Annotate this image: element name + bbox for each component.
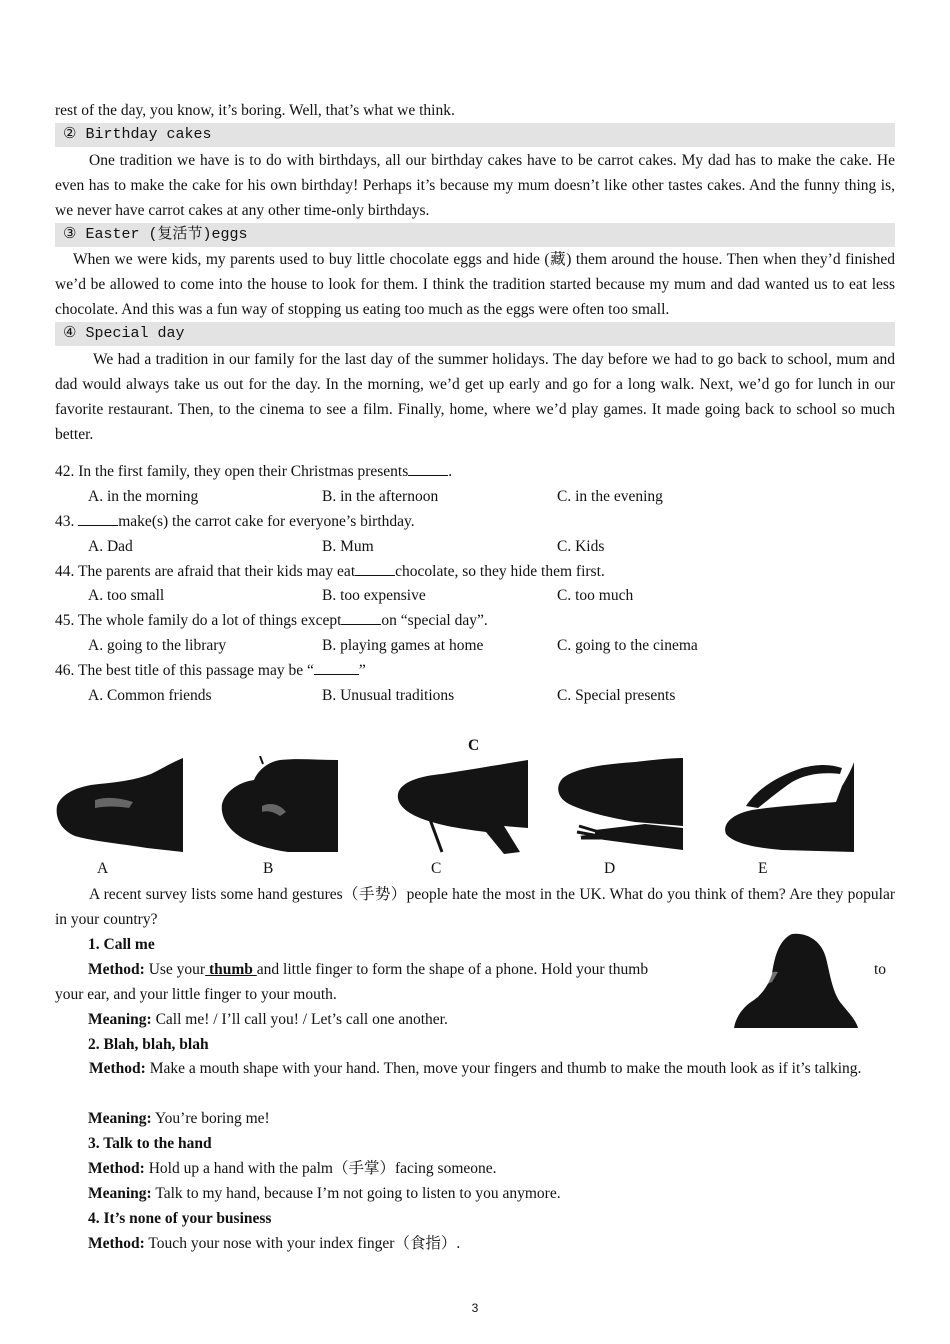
option-46-a: A. Common friends xyxy=(88,687,212,704)
meaning-label: Meaning: xyxy=(88,1011,152,1028)
passage-c-intro: A recent survey lists some hand gestures（手势）people hate the most in the UK. What do you think of them? Are they popular in your country? xyxy=(55,886,895,928)
gesture-2-method xyxy=(55,1056,895,1081)
meaning-text: Talk to my hand, because I’m not going to listen to you anymore. xyxy=(151,1185,561,1202)
question-43-end: make(s) the carrot cake for everyone’s birthday. xyxy=(118,513,415,530)
image-label-d: D xyxy=(604,860,616,877)
gesture-image-a xyxy=(55,756,185,854)
method-label: Method: xyxy=(89,1060,146,1077)
answer-blank[interactable] xyxy=(78,510,118,526)
gesture-4-title: 4. It’s none of your business xyxy=(88,1210,272,1227)
section-text-birthday-cakes: One tradition we have is to do with birthdays, all our birthday cakes have to be carrot cakes. My dad has to make the cake. He even has to make the cake for his own birthday! Perhaps it’s because my mum doesn’t like other tastes cakes. And the funny thing is, we never have carrot cakes at any other time-only birthdays. xyxy=(55,152,895,219)
question-44-end: chocolate, so they hide them first. xyxy=(395,563,605,580)
question-42-end: . xyxy=(448,463,453,480)
method-text: Touch your nose with your index finger（食指）. xyxy=(144,1235,461,1252)
method-label: Method: xyxy=(88,1235,145,1252)
option-44-c: C. too much xyxy=(557,587,634,604)
gesture-image-b xyxy=(218,756,340,854)
question-44 xyxy=(55,559,895,584)
image-label-e: E xyxy=(758,860,768,877)
section-heading-special-day: ④ Special day xyxy=(55,322,895,346)
option-45-c: C. going to the cinema xyxy=(557,637,698,654)
intro-line: rest of the day, you know, it’s boring. Well, that’s what we think. xyxy=(55,102,455,119)
question-44-stem: 44. The parents are afraid that their kids may eat xyxy=(55,563,356,580)
call-me-gesture-image xyxy=(732,930,860,1030)
underlined-word: thumb xyxy=(205,961,257,978)
gesture-2-meaning xyxy=(88,1106,928,1131)
gesture-1-method-continued: your ear, and your little finger to your mouth. xyxy=(55,986,337,1003)
question-42 xyxy=(55,459,895,484)
gesture-3-method xyxy=(88,1156,928,1181)
meaning-label: Meaning: xyxy=(88,1185,152,1202)
method-text-end: and little finger to form the shape of a phone. Hold your thumb xyxy=(256,961,649,978)
option-42-b: B. in the afternoon xyxy=(322,488,439,505)
gesture-image-e xyxy=(722,756,857,854)
image-label-c: C xyxy=(431,860,442,877)
section-letter: C xyxy=(468,737,480,754)
question-46-end: ” xyxy=(358,662,366,679)
method-text: Hold up a hand with the palm（手掌）facing someone. xyxy=(144,1160,497,1177)
section-text-easter-eggs: When we were kids, my parents used to buy little chocolate eggs and hide (藏) them around the house. Then when they’d finished we’d be allowed to come into the house to look for them. I think the tradition started because my mum and dad wanted us to eat less chocolate. And this was a fun way of stopping us eating too much as the eggs were often too small. xyxy=(55,251,895,318)
method-text: Make a mouth shape with your hand. Then, move your fingers and thumb to make the mouth look as if it’s talking. xyxy=(145,1060,862,1077)
gesture-1-title: 1. Call me xyxy=(88,936,155,953)
image-label-b: B xyxy=(263,860,274,877)
option-45-a: A. going to the library xyxy=(88,637,227,654)
question-42-stem: 42. In the first family, they open their Christmas presents xyxy=(55,463,409,480)
meaning-text: Call me! / I’ll call you! / Let’s call one another. xyxy=(151,1011,448,1028)
method-label: Method: xyxy=(88,1160,145,1177)
option-42-a: A. in the morning xyxy=(88,488,199,505)
gesture-4-method xyxy=(88,1231,928,1256)
gesture-1-method xyxy=(88,957,728,982)
option-46-b: B. Unusual traditions xyxy=(322,687,455,704)
page-number: 3 xyxy=(471,1301,479,1315)
section-heading-easter-eggs: ③ Easter (复活节)eggs xyxy=(55,223,895,247)
section-heading-birthday-cakes: ② Birthday cakes xyxy=(55,123,895,147)
question-43-number: 43. xyxy=(55,513,79,530)
gesture-image-d xyxy=(555,756,685,854)
method-tail-word: to xyxy=(874,961,887,978)
answer-blank[interactable] xyxy=(355,560,395,576)
option-43-b: B. Mum xyxy=(322,538,374,555)
answer-blank[interactable] xyxy=(408,460,448,476)
option-43-c: C. Kids xyxy=(557,538,605,555)
option-44-b: B. too expensive xyxy=(322,587,426,604)
gesture-3-meaning xyxy=(88,1181,928,1206)
gesture-2-title: 2. Blah, blah, blah xyxy=(88,1036,209,1053)
option-44-a: A. too small xyxy=(88,587,165,604)
question-45-stem: 45. The whole family do a lot of things except xyxy=(55,612,342,629)
gesture-image-c xyxy=(392,756,530,854)
option-43-a: A. Dad xyxy=(88,538,133,555)
option-42-c: C. in the evening xyxy=(557,488,663,505)
question-43 xyxy=(55,509,895,534)
question-46-stem: 46. The best title of this passage may be “ xyxy=(55,662,314,679)
meaning-text: You’re boring me! xyxy=(151,1110,270,1127)
method-text-start: Use your xyxy=(144,961,206,978)
option-46-c: C. Special presents xyxy=(557,687,676,704)
question-45-end: on “special day”. xyxy=(381,612,488,629)
answer-blank[interactable] xyxy=(314,659,359,675)
method-label: Method: xyxy=(88,961,145,978)
question-46 xyxy=(55,658,895,683)
section-text-special-day: We had a tradition in our family for the last day of the summer holidays. The day before we had to go back to school, mum and dad would always take us out for the day. In the morning, we’d get up early and go for a long walk. Next, we’d go for lunch in our favorite restaurant. Then, to the cinema to see a film. Finally, home, where we’d play games. It made going back to school so much better. xyxy=(55,351,895,443)
meaning-label: Meaning: xyxy=(88,1110,152,1127)
answer-blank[interactable] xyxy=(341,609,381,625)
option-45-b: B. playing games at home xyxy=(322,637,484,654)
image-label-a: A xyxy=(97,860,109,877)
question-45 xyxy=(55,608,895,633)
gesture-3-title: 3. Talk to the hand xyxy=(88,1135,212,1152)
